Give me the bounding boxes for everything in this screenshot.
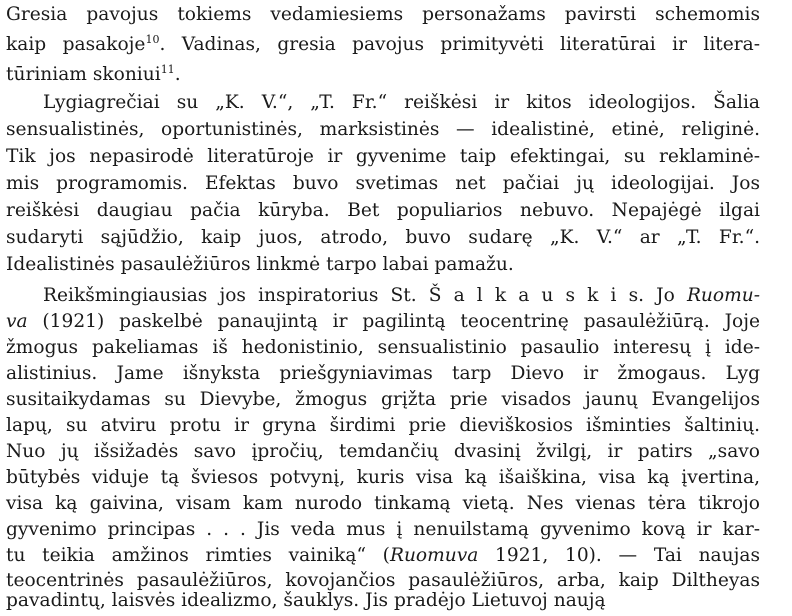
line-text: Lygiagrečiai su „K. V.“, „T. Fr.“ reiškėsi ir kitos ideologijos. Šalia xyxy=(43,92,760,113)
line-text: sudaryti sąjūdžio, kaip juos, atrodo, buvo sudarę „K. V.“ ar „T. Fr.“. xyxy=(6,227,760,248)
line-text-tail: . Vadinas, gresia pavojus primityvėti literatūrai ir litera- xyxy=(159,34,760,55)
line-text-tail: . xyxy=(174,64,181,85)
text-line xyxy=(6,30,760,60)
line-text: Nuo jų išsižadės savo įpročių, temdančių dvasinį žvilgį, ir patirs „savo xyxy=(6,441,760,462)
line-text: Reikšmingiausias jos inspiratorius St. Š a l k a u s k i s. Jo xyxy=(43,285,687,306)
italic-title: va xyxy=(6,311,28,332)
text-line-cropped xyxy=(6,586,760,611)
line-text: teocentrinės pasaulėžiūros, kovojančios pasaulėžiūros, arba, kaip Diltheyas xyxy=(6,570,760,591)
text-line xyxy=(6,169,760,199)
paragraph-first-line xyxy=(43,88,760,118)
text-line xyxy=(6,250,760,280)
italic-title: Ruomuva xyxy=(389,545,479,566)
line-text-tail: 1921, 10). — Tai naujas xyxy=(478,545,760,566)
line-text: sensualistinės, oportunistinės, marksistinės — idealistinė, etinė, religinė. xyxy=(6,119,760,140)
line-text: mis programomis. Efektas buvo svetimas net pačiai jų ideologijai. Jos xyxy=(6,173,760,194)
line-text: kaip pasakoje xyxy=(6,34,146,55)
line-text: Gresia pavojus tokiems vedamiesiems personažams pavirsti schemomis xyxy=(6,4,760,25)
text-line xyxy=(6,115,760,145)
line-text: susitaikydamas su Dievybe, žmogus grįžta prie visados jaunų Evangelijos xyxy=(6,389,760,410)
footnote-marker: 11 xyxy=(160,62,175,76)
line-text: pavadintų, laisvės idealizmo, šauklys. Jis pradėjo Lietuvoj naują xyxy=(6,590,606,611)
line-text-tail: (1921) paskelbė panaujintą ir pagilintą teocentrinę pasaulėžiūrą. Joje xyxy=(27,311,760,332)
line-text: būtybės viduje tą šviesos potvynį, kuris visa ką išaiškina, visa ką įvertina, xyxy=(6,467,760,488)
text-line xyxy=(6,223,760,253)
line-text: tūriniam skoniui xyxy=(6,64,161,85)
line-text: Idealistinės pasaulėžiūros linkmė tarpo labai pamažu. xyxy=(6,254,514,275)
line-text: žmogus pakeliamas iš hedonistinio, sensualistinio pasaulio interesų į ide- xyxy=(6,337,760,358)
text-line xyxy=(6,0,760,30)
line-text: visa ką gaivina, visam kam nurodo tinkamą vietą. Nes vienas tėra tikrojo xyxy=(6,493,760,514)
line-text: tu teikia amžinos rimties vainiką“ ( xyxy=(6,545,390,566)
text-line xyxy=(6,196,760,226)
footnote-marker: 10 xyxy=(145,32,160,46)
line-text: gyvenimo principas . . . Jis veda mus į nenuilstamą gyvenimo kovą ir kar- xyxy=(6,519,760,540)
line-text: reiškėsi daugiau pačia kūryba. Bet populiarios nebuvo. Nepajėgė ilgai xyxy=(6,200,760,221)
line-text: Tik jos nepasirodė literatūroje ir gyvenime taip efektingai, su reklaminė- xyxy=(6,146,760,167)
text-line xyxy=(6,142,760,172)
line-text: lapų, su atviru protu ir gryna širdimi prie dieviškosios išminties šaltinių. xyxy=(6,415,760,436)
text-line xyxy=(6,60,760,90)
italic-title: Ruomu- xyxy=(686,285,760,306)
line-text: alistinius. Jame išnyksta priešgyniavimas tarp Dievo ir žmogaus. Lyg xyxy=(6,363,760,384)
